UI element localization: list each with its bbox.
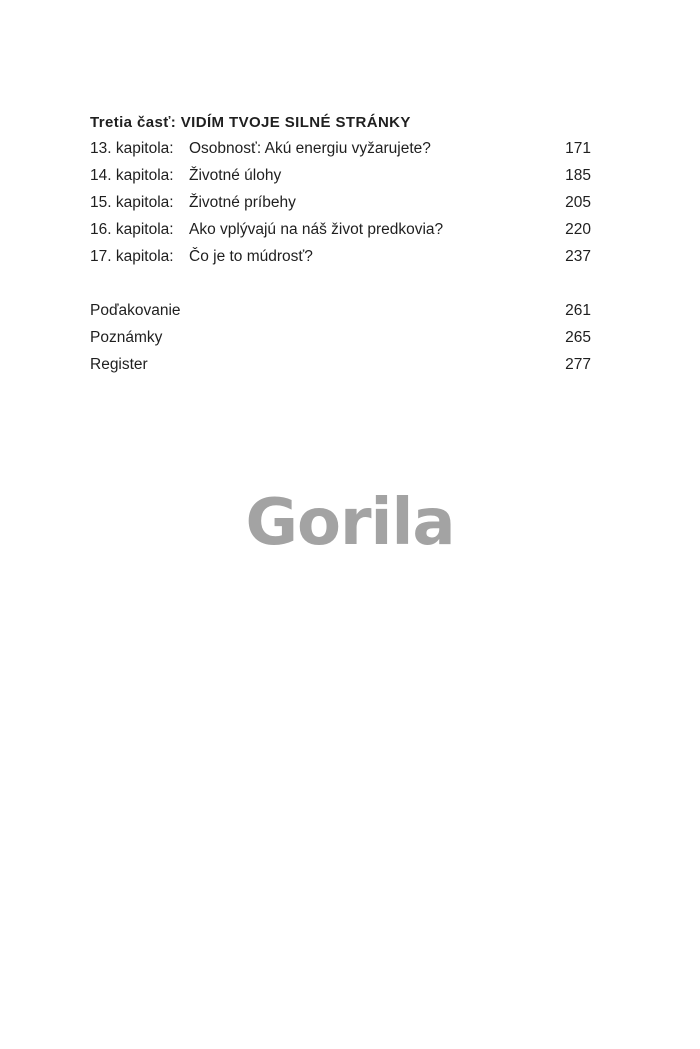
- chapter-number: 15. kapitola:: [90, 194, 174, 211]
- back-matter-title: Register: [90, 356, 148, 373]
- chapter-title: Osobnosť: Akú energiu vyžarujete?: [189, 140, 431, 157]
- chapter-number: 13. kapitola:: [90, 140, 174, 157]
- page-number: 220: [565, 221, 591, 238]
- page-number: 185: [565, 167, 591, 184]
- toc-entry-chapter-13[interactable]: [90, 135, 591, 162]
- back-matter-title: Poďakovanie: [90, 302, 181, 319]
- chapter-title: Čo je to múdrosť?: [189, 248, 313, 265]
- publisher-logo: Gorila: [245, 486, 455, 560]
- back-matter-title: Poznámky: [90, 329, 163, 346]
- chapter-number: 17. kapitola:: [90, 248, 174, 265]
- page-number: 277: [565, 356, 591, 373]
- part-heading: [90, 110, 591, 135]
- toc-entry-notes[interactable]: [90, 324, 591, 351]
- chapter-title: Životné úlohy: [189, 167, 282, 184]
- toc-entry-register[interactable]: [90, 351, 591, 378]
- chapter-title: Životné príbehy: [189, 194, 296, 211]
- toc-entry-acknowledgements[interactable]: [90, 297, 591, 324]
- toc-entry-chapter-14[interactable]: [90, 162, 591, 189]
- table-of-contents: [90, 110, 591, 378]
- page-number: 261: [565, 302, 591, 319]
- section-gap: [90, 270, 591, 297]
- part-title: VIDÍM TVOJE SILNÉ STRÁNKY: [180, 114, 411, 131]
- page-number: 171: [565, 140, 591, 157]
- page-number: 265: [565, 329, 591, 346]
- toc-entry-chapter-15[interactable]: [90, 189, 591, 216]
- page-number: 205: [565, 194, 591, 211]
- page-number: 237: [565, 248, 591, 265]
- part-label: Tretia časť:: [90, 114, 177, 131]
- chapter-title: Ako vplývajú na náš život predkovia?: [189, 221, 444, 238]
- chapter-number: 14. kapitola:: [90, 167, 174, 184]
- toc-entry-chapter-16[interactable]: [90, 216, 591, 243]
- chapter-number: 16. kapitola:: [90, 221, 174, 238]
- toc-entry-chapter-17[interactable]: [90, 243, 591, 270]
